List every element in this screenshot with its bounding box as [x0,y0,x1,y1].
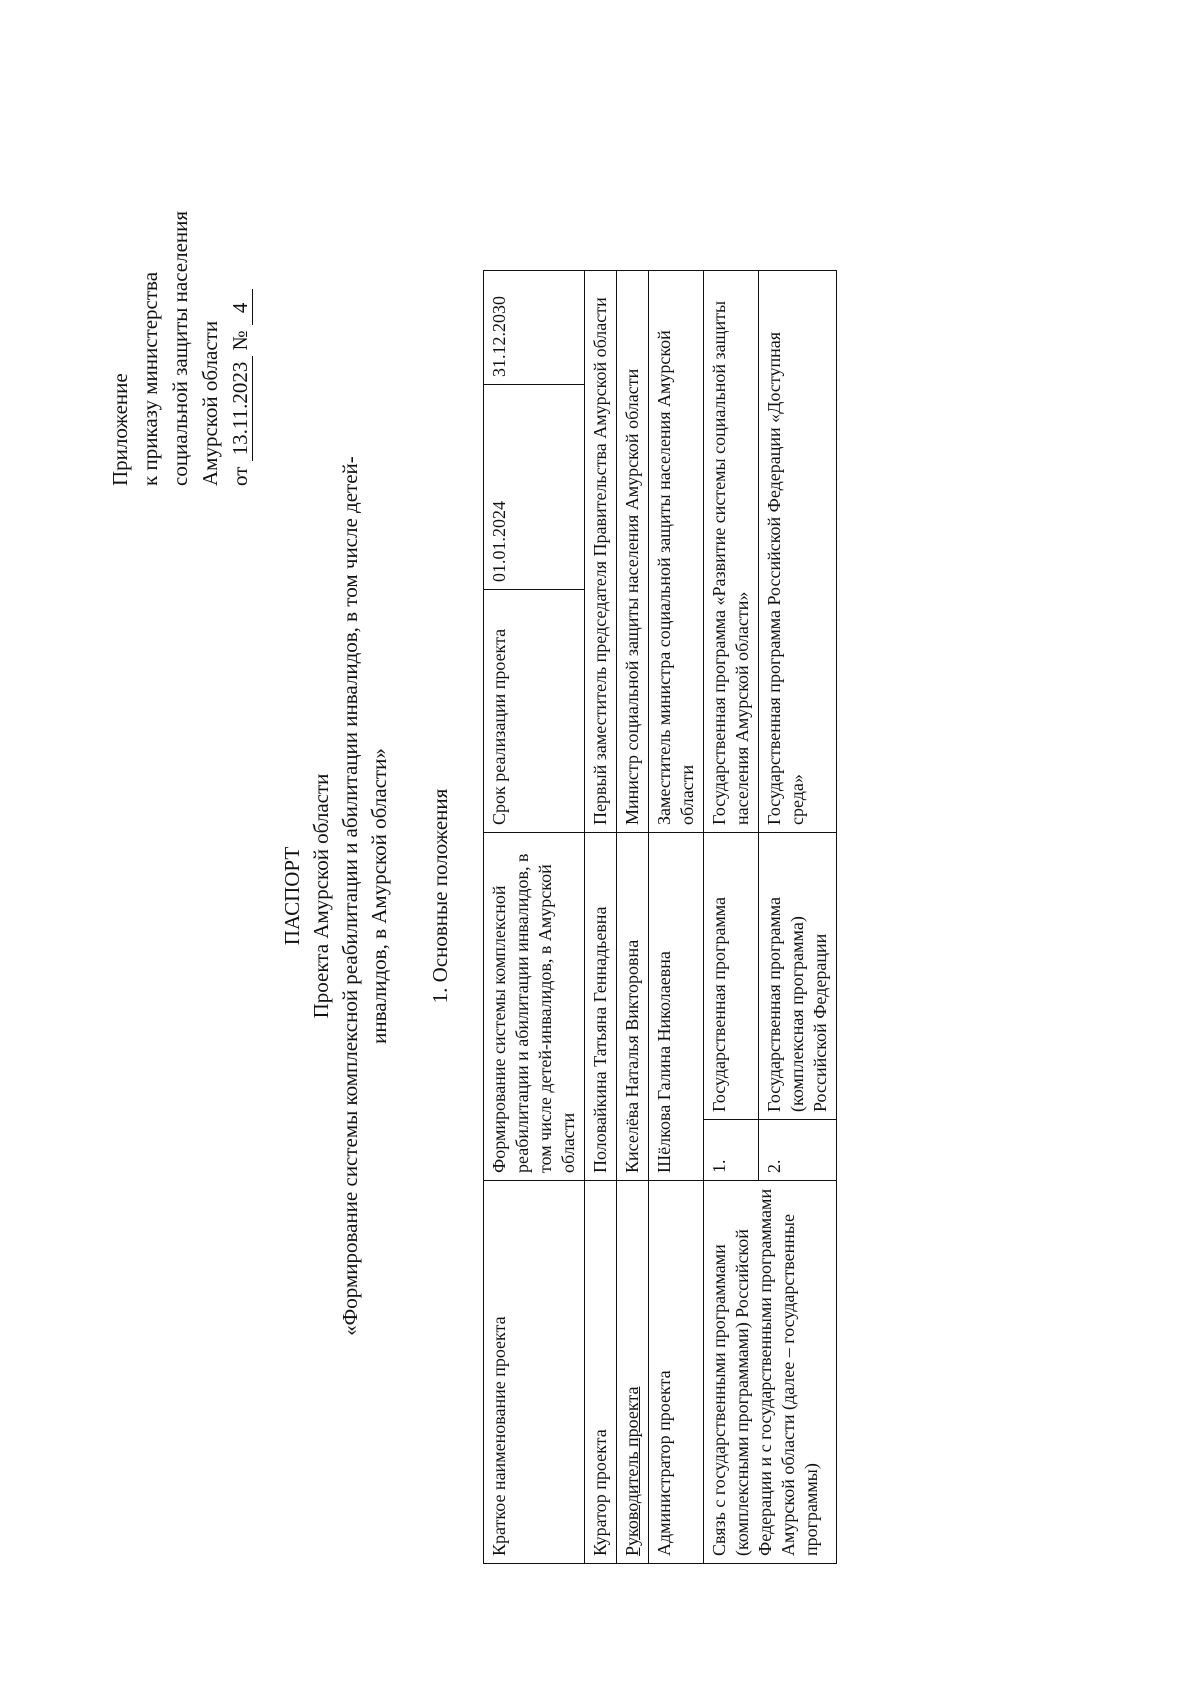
appendix-line: Амурской области [198,320,222,486]
appendix-date-line [225,211,255,486]
cell-program-num: 1. [704,1120,759,1181]
cell-leader-position: Министр социальной защиты населения Амурской области [617,271,649,833]
table-row [484,271,585,1564]
appendix-number: 4 [228,289,253,326]
title-line: «Формирование системы комплексной реабилитации и абилитации инвалидов, в том числе детей- [338,456,362,1336]
appendix-line: Приложение [108,373,132,486]
table-row [649,271,704,1564]
passport-table [483,270,837,1564]
table-row [617,271,649,1564]
cell-term-label: Срок реализации проекта [484,590,585,833]
title-line: инвалидов, в Амурской области» [367,748,391,1044]
appendix-num-sign: № [228,330,252,351]
table-row [704,271,759,1564]
title-line: ПАСПОРТ [280,846,304,946]
cell-link-label: Связь с государственными программами (комплексными программами) Российской Федерации и с государственными программами Амурской области (далее – государственные программы) [704,1181,837,1564]
cell-term-end: 31.12.2030 [484,271,585,385]
cell-term-start: 01.01.2024 [484,385,585,590]
cell-program-name: Государственная программа Российской Федерации «Доступная среда» [759,271,837,833]
cell-leader-name: Киселёва Наталья Викторовна [617,833,649,1181]
cell-program-type: Государственная программа (комплексная программа) Российской Федерации [759,833,837,1120]
cell-curator-label: Куратор проекта [585,1181,617,1564]
cell-curator-position: Первый заместитель председателя Правительства Амурской области [585,271,617,833]
cell-program-type: Государственная программа [704,833,759,1120]
cell-leader-label: Руководитель проекта [617,1181,649,1564]
cell-admin-position: Заместитель министра социальной защиты населения Амурской области [649,271,704,833]
cell-program-num: 2. [759,1120,837,1181]
cell-admin-name: Шёлкова Галина Николаевна [649,833,704,1181]
cell-short-name-value: Формирование системы комплексной реабилитации и абилитации инвалидов, в том числе детей-инвалидов, в Амурской области [484,833,585,1181]
cell-program-name: Государственная программа «Развитие системы социальной защиты населения Амурской области» [704,271,759,833]
title-line: Проекта Амурской области [309,773,333,1019]
cell-admin-label: Администратор проекта [649,1181,704,1564]
appendix-date: 13.11.2023 [228,356,253,462]
table-row [585,271,617,1564]
appendix-line: социальной защиты населения [168,210,192,486]
document-title [278,346,394,1446]
appendix-block [105,211,255,486]
appendix-prefix: от [228,466,252,486]
cell-curator-name: Половайкина Татьяна Геннадьевна [585,833,617,1181]
appendix-line: к приказу министерства [138,271,162,486]
cell-short-name-label: Краткое наименование проекта [484,1181,585,1564]
section-heading: 1. Основные положения [428,788,452,1004]
